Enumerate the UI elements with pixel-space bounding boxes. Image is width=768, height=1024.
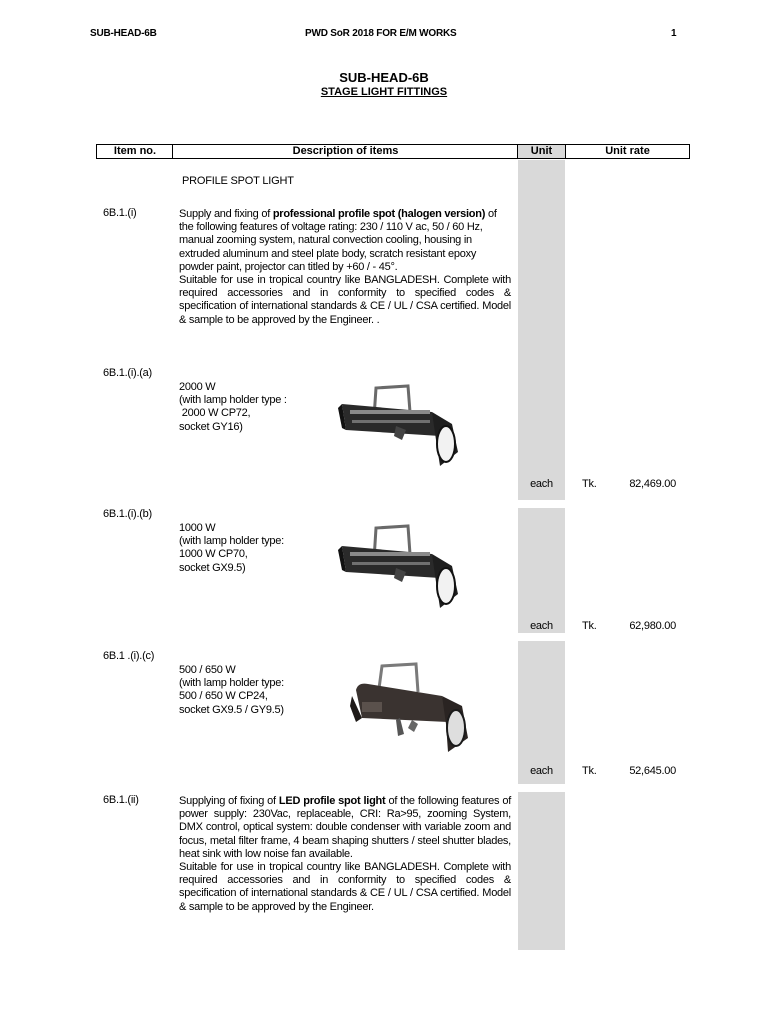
description-bold-text: professional profile spot (halogen version) — [272, 208, 486, 220]
unit-cell: each — [530, 620, 553, 632]
spec-line: socket GX9.5) — [179, 561, 246, 574]
spec-line: 500 / 650 W — [179, 664, 236, 676]
subitem-number: 6B.1.(i).(a) — [103, 367, 152, 379]
page-title: SUB-HEAD-6B — [339, 70, 429, 85]
description-text: Supplying of fixing of — [179, 795, 279, 807]
page-subtitle: STAGE LIGHT FITTINGS — [320, 86, 448, 98]
item-description — [179, 795, 511, 914]
unit-cell: each — [530, 765, 553, 777]
column-header-description: Description of items — [292, 145, 399, 157]
description-tail: Suitable for use in tropical country like BANGLADESH. Complete with required accessories and in conformity to specified codes & specification of international standards & CE / UL / CSA certified. Model & sample to be approved by the Engineer. — [179, 861, 511, 913]
description-text: of the following features of power supply: 230Vac, replaceable, CRI: Ra>95, zooming System, DMX control, optical system: double condenser with variable zoom and focus, metal filter frame, 4 beam shaping shutters / steel shutter blades, heat sink with low noise fan available. — [179, 795, 512, 860]
rate-cell: 62,980.00 — [629, 620, 676, 632]
subitem-number: 6B.1.(i).(b) — [103, 508, 152, 520]
description-tail: Suitable for use in tropical country like BANGLADESH. Complete with required accessories and in conformity to specified codes & specification of international standards & CE / UL / CSA certified. Model & sample to be approved by the Engineer. . — [179, 274, 511, 326]
item-number: 6B.1.(ii) — [103, 794, 139, 806]
profile-spot-light-image — [336, 522, 460, 610]
spec-line: (with lamp holder type: — [179, 535, 284, 548]
currency-cell: Tk. — [582, 620, 597, 632]
spec-line: 1000 W — [179, 522, 216, 534]
column-header-unit-rate: Unit rate — [605, 145, 650, 157]
currency-cell: Tk. — [582, 478, 597, 490]
page-number: 1 — [671, 28, 677, 39]
profile-spot-light-image — [336, 382, 460, 468]
running-header-left: SUB-HEAD-6B — [90, 28, 157, 39]
table-header — [96, 144, 690, 159]
spec-line: (with lamp holder type : — [179, 394, 287, 407]
description-text: of the following features of voltage rating: 230 / 110 V ac, 50 / 60 Hz, manual zooming system, natural convection cooling, housing in extruded aluminum and steel plate body, scratch resistant epoxy powder paint, projector can titled by +60 / - 45°. — [179, 208, 497, 273]
unit-cell: each — [530, 478, 553, 490]
spec-line: 2000 W — [179, 381, 216, 393]
subitem-spec — [179, 664, 284, 717]
description-text: Supply and fixing of — [179, 208, 273, 220]
subitem-number: 6B.1 .(i).(c) — [103, 650, 155, 662]
spec-line: 2000 W CP72, — [179, 407, 251, 420]
subitem-spec — [179, 381, 287, 434]
currency-cell: Tk. — [582, 765, 597, 777]
running-header-center: PWD SoR 2018 FOR E/M WORKS — [305, 28, 457, 39]
unit-column-shade — [518, 160, 565, 950]
spec-line: 1000 W CP70, — [179, 548, 248, 561]
unit-column-gap — [518, 633, 565, 641]
section-heading: PROFILE SPOT LIGHT — [182, 175, 294, 187]
profile-spot-light-image — [348, 662, 472, 754]
unit-column-gap — [518, 500, 565, 508]
spec-line: socket GY16) — [179, 420, 243, 433]
spec-line: 500 / 650 W CP24, — [179, 690, 268, 703]
spec-line: socket GX9.5 / GY9.5) — [179, 703, 284, 716]
description-bold-text: LED profile spot light — [278, 795, 386, 807]
unit-column-gap — [518, 784, 565, 792]
item-number: 6B.1.(i) — [103, 207, 137, 219]
column-header-unit: Unit — [518, 145, 565, 158]
column-header-item-no: Item no. — [113, 145, 157, 157]
rate-cell: 82,469.00 — [629, 478, 676, 490]
item-description — [179, 208, 511, 327]
spec-line: (with lamp holder type: — [179, 677, 284, 690]
rate-cell: 52,645.00 — [629, 765, 676, 777]
subitem-spec — [179, 522, 284, 575]
